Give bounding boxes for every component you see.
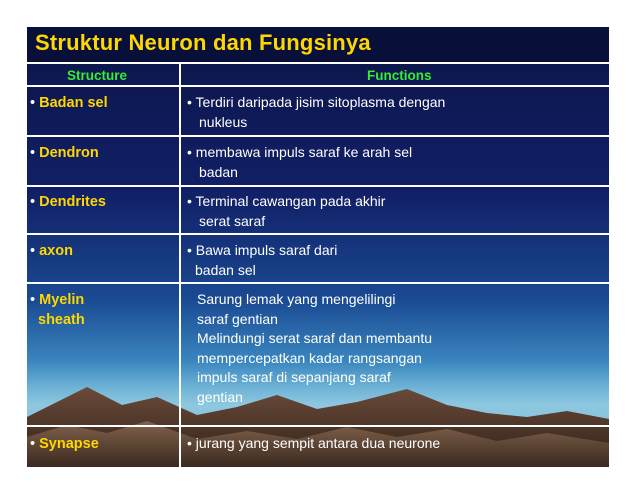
- column-divider: [179, 64, 181, 467]
- structure-cell: [30, 93, 108, 113]
- function-line: • membawa impuls saraf ke arah sel: [187, 144, 413, 160]
- function-line: nukleus: [199, 113, 248, 130]
- row-divider: [27, 185, 609, 187]
- structure-cell: [30, 434, 99, 454]
- structure-label: Dendrites: [39, 194, 106, 210]
- bullet: •: [30, 95, 36, 111]
- function-line: • jurang yang sempit antara dua neurone: [187, 435, 441, 451]
- structure-cell: [30, 290, 85, 330]
- function-line: Melindungi serat saraf dan membantu: [197, 330, 433, 346]
- title-bar: [27, 27, 609, 64]
- bullet: •: [30, 145, 36, 161]
- slide-title: Struktur Neuron dan Fungsinya: [35, 30, 371, 55]
- structure-label: Myelin: [39, 292, 85, 308]
- structure-label: sheath: [38, 312, 85, 328]
- structure-cell: [30, 241, 73, 261]
- function-line: saraf gentian: [197, 310, 278, 327]
- function-line: badan sel: [195, 261, 256, 278]
- functions-cell: [187, 192, 385, 231]
- function-line: gentian: [197, 388, 243, 405]
- slide: [27, 27, 609, 467]
- bullet: •: [30, 194, 36, 210]
- header-functions: Functions: [367, 68, 432, 83]
- structure-label: Badan sel: [39, 95, 108, 111]
- bullet: •: [30, 243, 36, 259]
- function-line: • Bawa impuls saraf dari: [187, 242, 338, 258]
- functions-cell: [187, 434, 440, 454]
- structure-label: Synapse: [39, 436, 99, 452]
- structure-cell: [30, 143, 99, 163]
- structure-label: axon: [39, 243, 73, 259]
- function-line: • Terdiri daripada jisim sitoplasma dengan: [187, 94, 446, 110]
- row-divider: [27, 233, 609, 235]
- function-line: serat saraf: [199, 212, 266, 229]
- function-line: badan: [199, 163, 238, 180]
- function-line: impuls saraf di sepanjang saraf: [197, 369, 391, 385]
- structure-cell: [30, 192, 106, 212]
- structure-label: Dendron: [39, 145, 99, 161]
- function-line: mempercepatkan kadar rangsangan: [197, 349, 422, 366]
- row-divider: [27, 425, 609, 427]
- functions-cell: [197, 290, 432, 407]
- row-divider: [27, 85, 609, 87]
- row-divider: [27, 135, 609, 137]
- functions-cell: [187, 93, 445, 132]
- bullet: •: [30, 436, 36, 452]
- bullet: •: [30, 292, 36, 308]
- functions-cell: [187, 241, 337, 280]
- function-line: Sarung lemak yang mengelilingi: [197, 291, 396, 307]
- header-structure: Structure: [67, 68, 128, 83]
- functions-cell: [187, 143, 412, 182]
- row-divider: [27, 282, 609, 284]
- function-line: • Terminal cawangan pada akhir: [187, 193, 386, 209]
